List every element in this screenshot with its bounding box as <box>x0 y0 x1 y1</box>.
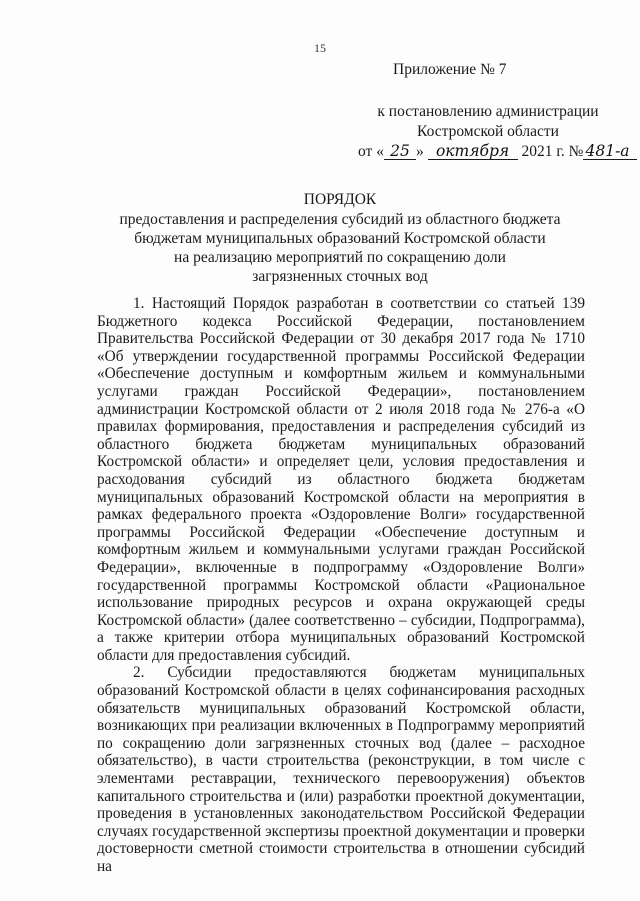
handwritten-month: октября <box>428 143 518 160</box>
title-subtitle-line-2: бюджетам муниципальных образований Костромской области <box>134 230 546 247</box>
page-number: 15 <box>314 41 326 55</box>
document-body <box>97 295 585 876</box>
title-subtitle-line-4: загрязненных сточных вод <box>252 268 428 285</box>
document-title <box>60 190 620 286</box>
title-subtitle-line-1: предоставления и распределения субсидий из областного бюджета <box>119 211 561 228</box>
paragraph-2: 2. Субсидии предоставляются бюджетам муниципальных образований Костромской области в целях софинансирования расходных обязательств муниципальных образований Костромской области, возникающих при реализации включенных в Подпрограмму мероприятий по сокращению доли загрязненных сточных вод (далее – расходное обязательство), в части строительства (реконструкции, в том числе с элементами реставрации, технического перевооружения) объектов капитального строительства и (или) разработки проектной документации, проведения в установленных законодательством Российской Федерации случаях государственной экспертизы проектной документации и проверки достоверности сметной стоимости строительства в отношении субсидий на <box>97 664 585 875</box>
paragraph-1: 1. Настоящий Порядок разработан в соответствии со статьей 139 Бюджетного кодекса Российской Федерации, постановлением Правительства Российской Федерации от 30 декабря 2017 года № 1710 «Об утверждении государственной программы Российской Федерации «Обеспечение доступным и комфортным жильем и коммунальными услугами граждан Российской Федерации», постановлением администрации Костромской области от 2 июля 2018 года № 276-а «О правилах формирования, предоставления и распределения субсидий из областного бюджета бюджетам муниципальных образований Костромской области» и определяет цели, условия предоставления и расходования субсидий из областного бюджета бюджетам муниципальных образований Костромской области на мероприятия в рамках федерального проекта «Оздоровление Волги» государственной программы Российской Федерации «Обеспечение доступным и комфортным жильем и коммунальными услугами граждан Российской Федерации», включенные в подпрограмму «Оздоровление Волги» государственной программы Костромской области «Рациональное использование природных ресурсов и охрана окружающей среды Костромской области» (далее соответственно – субсидии, Подпрограмма), а также критерии отбора муниципальных образований Костромской области для предоставления субсидий. <box>97 295 585 664</box>
date-prefix: от « <box>358 143 384 160</box>
year-text: 2021 г. № <box>521 143 584 160</box>
appendix-title: Приложение № 7 <box>393 61 507 78</box>
appendix-region-line: Костромской области <box>417 123 559 140</box>
appendix-resolution-line: к постановлению администрации <box>377 103 599 120</box>
title-subtitle-line-3: на реализацию мероприятий по сокращению доли <box>174 249 506 266</box>
date-mid: » <box>415 143 424 160</box>
handwritten-number: 481-а <box>583 143 637 160</box>
title-main: ПОРЯДОК <box>303 191 377 208</box>
appendix-date-line <box>358 142 630 162</box>
handwritten-day: 25 <box>384 143 416 160</box>
appendix-header <box>358 60 630 162</box>
